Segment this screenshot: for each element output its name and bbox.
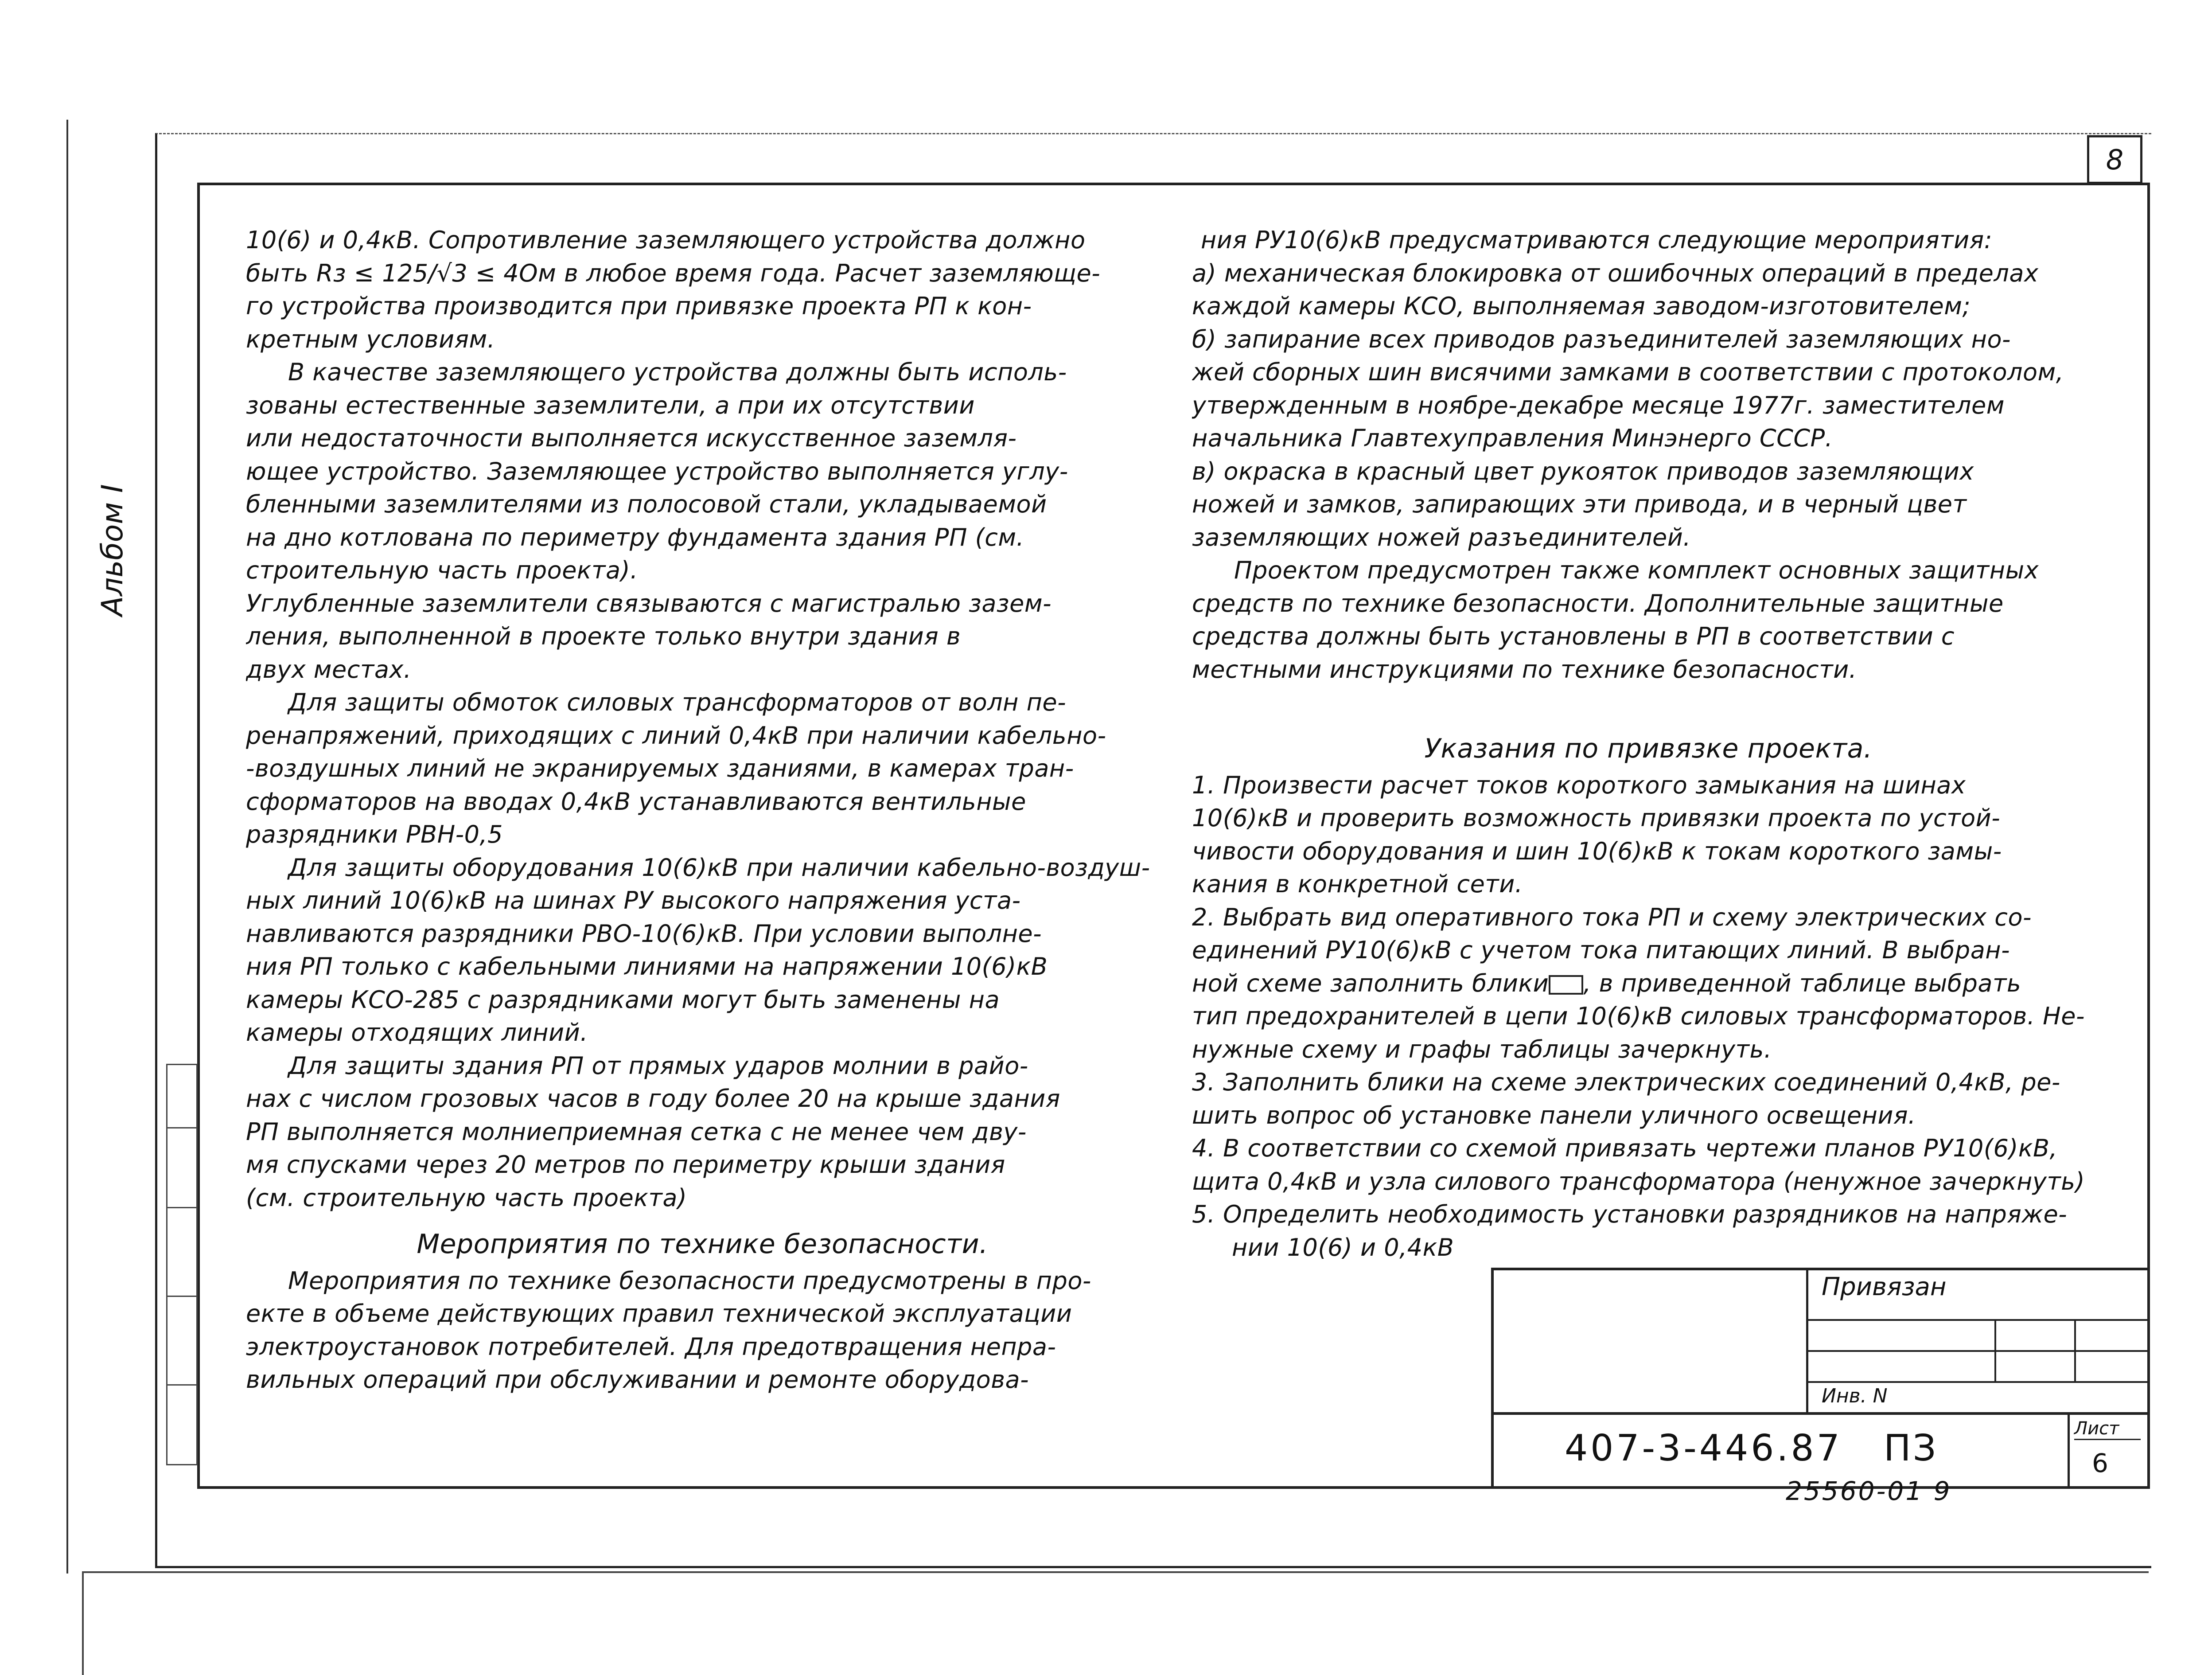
text-line: ния РП только с кабельными линиями на напряжении 10(6)кВ [246,953,1048,980]
stamp-divider [167,1127,196,1128]
text-line: ния РУ10(6)кВ предусматриваются следующие мероприятия: [1201,226,1993,254]
text-line: ющее устройство. Заземляющее устройство выполняется углу- [246,457,1068,485]
text-line: вильных операций при обслуживании и ремонте оборудова- [246,1366,1029,1394]
bound-label: Привязан [1822,1273,1947,1301]
spacer [1192,686,2105,719]
stamp-divider [167,1207,196,1208]
section-heading-safety: Мероприятия по технике безопасности. [417,1229,988,1260]
text-line: (см. строительную часть проекта) [246,1183,687,1212]
document-type: ПЗ [1884,1427,1938,1469]
text-line: екте в объеме действующих правил технической эксплуатации [246,1300,1072,1328]
left-text-column [246,224,1159,1397]
text-line: нужные схему и графы таблицы зачеркнуть. [1192,1035,1772,1063]
text-line: двух местах. [246,655,412,683]
text-line: 3. Заполнить блики на схеме электрических соединений 0,4кВ, ре- [1192,1068,2060,1096]
text-line: б) запирание всех приводов разъединителей заземляющих но- [1192,325,2011,353]
text-fragment: ной схеме заполнить блики [1192,969,1549,997]
text-line: шить вопрос об установке панели уличного освещения. [1192,1101,1916,1129]
table-rule [1808,1350,2150,1352]
text-line: нах с числом грозовых часов в году более 20 на крыше здания [246,1085,1060,1113]
side-stamp [166,1064,198,1465]
album-label: Альбом I [95,484,129,616]
text-line: заземляющих ножей разъединителей. [1192,523,1691,551]
lower-frame [82,1571,2149,1675]
text-line: каждой камеры КСО, выполняемая заводом-изготовителем; [1192,292,1971,320]
text-line: быть Rз ≤ 125/√3 ≤ 4Ом в любое время года. Расчет заземляюще- [246,259,1101,287]
stamp-divider [167,1296,196,1297]
text-line: утвержденным в ноябре-декабре месяце 1977г. заместителем [1192,391,2005,419]
text-line: средства должны быть установлены в РП в соответствии с [1192,622,1955,650]
sheet-number: 6 [2092,1448,2108,1478]
text-line: разрядники РВН-0,5 [246,820,503,848]
table-rule [1808,1381,2150,1383]
text-line: Углубленные заземлители связываются с магистралью зазем- [246,589,1052,617]
text-line: камеры отходящих линий. [246,1019,588,1046]
text-line: электроустановок потребителей. Для предотвращения непра- [246,1332,1056,1361]
text-line: го устройства производится при привязке проекта РП к кон- [246,292,1032,320]
right-text-column [1192,224,2105,1264]
text-line: Мероприятия по технике безопасности предусмотрены в про- [288,1266,1091,1295]
text-line: местными инструкциями по технике безопасности. [1192,655,1857,683]
text-fragment: , в приведенной таблице выбрать [1583,969,2021,997]
archive-number: 25560-01 9 [1786,1476,1952,1506]
text-line: 5. Определить необходимость установки разрядников на напряже- [1192,1200,2068,1228]
text-line: начальника Главтехуправления Минэнерго СССР. [1192,424,1833,452]
blank-field-icon [1549,975,1583,995]
sheet-label: Лист [2074,1418,2141,1440]
text-line: средств по технике безопасности. Дополнительные защитные [1192,589,2004,617]
text-line: кания в конкретной сети. [1192,870,1523,898]
text-line: 4. В соответствии со схемой привязать чертежи планов РУ10(6)кВ, [1192,1134,2058,1162]
binding-table [1806,1270,2150,1412]
text-line: чивости оборудования и шин 10(6)кВ к токам короткого замы- [1192,837,2002,865]
text-line: -воздушных линий не экранируемых зданиями, в камерах тран- [246,754,1074,782]
table-rule [1808,1319,2150,1321]
text-line: бленными заземлителями из полосовой стали, укладываемой [246,490,1047,518]
text-line: тип предохранителей в цепи 10(6)кВ силовых трансформаторов. Не- [1192,1002,2085,1030]
inventory-label: Инв. N [1822,1385,1888,1407]
text-line: РП выполняется молниеприемная сетка с не менее чем дву- [246,1117,1027,1146]
text-line: или недостаточности выполняется искусственное заземля- [246,424,1017,452]
text-line: Проектом предусмотрен также комплект основных защитных [1234,556,2039,584]
text-line: В качестве заземляющего устройства должны быть исполь- [288,358,1067,386]
project-code: 407-3-446.87 [1565,1427,1842,1469]
text-line: строительную часть проекта). [246,556,638,584]
margin-line [66,120,68,1573]
stamp-divider [167,1384,196,1386]
text-line: сформаторов на вводах 0,4кВ устанавливаются вентильные [246,787,1026,816]
text-line: щита 0,4кВ и узла силового трансформатора (ненужное зачеркнуть) [1192,1167,2085,1195]
text-line: Для защиты оборудования 10(6)кВ при наличии кабельно-воздуш- [288,853,1150,882]
text-line: жей сборных шин висячими замками в соответствии с протоколом, [1192,358,2064,386]
text-line: ных линий 10(6)кВ на шинах РУ высокого напряжения уста- [246,886,1021,914]
text-line: ножей и замков, запирающих эти привода, и в черный цвет [1192,490,1967,518]
title-block [1491,1268,2147,1486]
text-line: Для защиты обмоток силовых трансформаторов от волн пе- [288,688,1067,716]
text-line: кретным условиям. [246,325,495,353]
text-line: в) окраска в красный цвет рукояток приводов заземляющих [1192,457,1974,485]
text-line: 2. Выбрать вид оперативного тока РП и схему электрических со- [1192,903,2032,931]
text-line: а) механическая блокировка от ошибочных операций в пределах [1192,259,2039,287]
section-heading-binding: Указания по привязке проекта. [1424,733,1873,764]
text-line: мя спусками через 20 метров по периметру крыши здания [246,1151,1005,1179]
text-line: ления, выполненной в проекте только внутри здания в [246,622,961,650]
text-line: навливаются разрядники РВО-10(6)кВ. При условии выполне- [246,919,1042,948]
page-number: 8 [2087,135,2142,184]
text-line: камеры КСО-285 с разрядниками могут быть заменены на [246,985,1000,1014]
table-rule [2074,1319,2076,1381]
table-rule [1994,1319,1996,1381]
text-line: ренапряжений, приходящих с линий 0,4кВ при наличии кабельно- [246,721,1106,750]
text-line [1192,967,2105,1000]
text-line: 10(6)кВ и проверить возможность привязки проекта по устой- [1192,804,2001,832]
sheet-cell [2068,1415,2150,1489]
text-line: 1. Произвести расчет токов короткого замыкания на шинах [1192,771,1966,799]
text-line: нии 10(6) и 0,4кВ [1232,1233,1454,1261]
text-line: на дно котлована по периметру фундамента здания РП (см. [246,523,1024,551]
text-line: зованы естественные заземлители, а при их отсутствии [246,391,975,419]
text-line: единений РУ10(6)кВ с учетом тока питающих линий. В выбран- [1192,936,2010,964]
text-line: Для защиты здания РП от прямых ударов молнии в райо- [288,1051,1028,1080]
text-line: 10(6) и 0,4кВ. Сопротивление заземляющего устройства должно [246,226,1086,254]
